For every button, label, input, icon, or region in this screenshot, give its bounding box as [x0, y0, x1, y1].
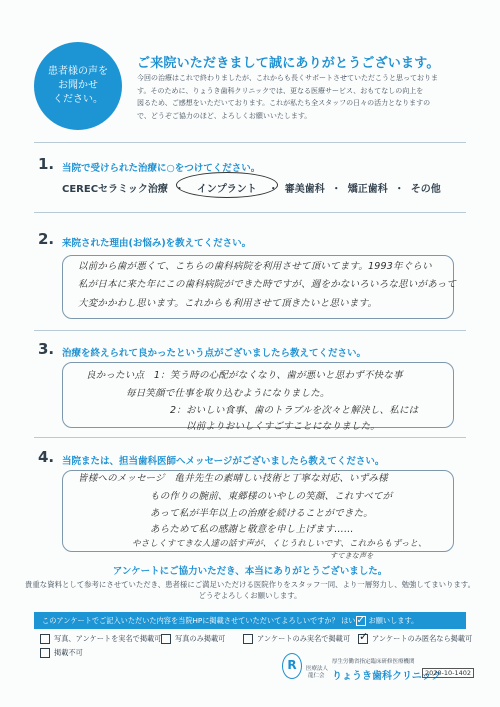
consent-yes-suffix: お願いします。 [368, 616, 419, 625]
checkbox[interactable] [40, 634, 50, 644]
q2-number: 2. [38, 230, 55, 248]
q3-answer-line: 良かったい点 1：笑う時の心配がなくなり、歯が悪いと思わず不快な事 [86, 370, 403, 381]
consent-yes: はい [341, 616, 356, 625]
q2-question: 来院された理由(お悩み)を教えてください。 [62, 238, 252, 249]
corp-label: 医療法人 [306, 666, 329, 672]
badge-line-1: 患者様の声を [48, 66, 108, 77]
divider [34, 330, 466, 331]
q4-answer-line: すてきな声を [330, 552, 374, 560]
intro-text [137, 72, 467, 122]
q3-question: 治療を終えられて良かったという点がございましたら教えてください。 [62, 348, 367, 359]
q3-answer-line: 以前よりおいしくすごすことになりました。 [186, 421, 381, 432]
q1-number: 1. [38, 155, 55, 173]
option-label: 掲載不可 [54, 648, 83, 657]
divider [34, 437, 466, 438]
q4-number: 4. [38, 448, 55, 466]
clinic-name: りょうき歯科クリニック [332, 671, 442, 682]
option-label: アンケートのみ匿名なら掲載可 [372, 634, 473, 643]
q4-answer-line: やさしくすてきな人達の話す声が、くじうれしいです、これからもずっと、 [132, 539, 427, 549]
option-implant[interactable]: インプラント [196, 184, 257, 195]
option-separator: ・ [268, 184, 279, 195]
q3-answer-line: 毎日笑顔で仕事を取り込むようになりました。 [126, 388, 330, 399]
registry-text: 厚生労働省指定臨床研修医療機関 [332, 659, 415, 665]
document-code: 2020-10-1402 [422, 668, 474, 678]
consent-question: このアンケートでご記入いただいた内容を当院HPに掲載させていただいてよろしいですか？ [42, 616, 339, 625]
consent-option-photo-only[interactable] [161, 634, 225, 644]
q4-answer-line: 皆様へのメッセージ 亀井先生の素晴しい技術と丁寧な対応、いずみ様 [78, 473, 388, 484]
q2-answer-line: 大変かかわし思います。これからも利用させて頂きたいと思います。 [78, 298, 378, 309]
checkbox[interactable] [161, 634, 171, 644]
checkbox[interactable] [243, 634, 253, 644]
checkbox-checked[interactable] [358, 634, 368, 644]
checkmark-icon [356, 616, 366, 626]
q3-answer-line: 2：おいしい食事、歯のトラブルを次々と解決し、私には [170, 405, 419, 416]
clinic-logo: R [282, 653, 302, 679]
divider [34, 142, 466, 143]
option-orthodontic[interactable]: 矯正歯科 [347, 184, 388, 195]
option-separator: ・ [174, 184, 185, 195]
consent-option-survey-anonymous[interactable] [358, 634, 472, 644]
q2-answer-line: 私が日本に来た年にこの歯科病院ができた時ですが、週をかないろいろな思いがあって [78, 279, 457, 290]
thanks-text [0, 579, 500, 601]
q4-answer-line: あらためて私の感謝と敬意を申し上げます…… [150, 524, 354, 535]
option-separator: ・ [394, 184, 405, 195]
thanks-line: 貴重な資料として参考にさせていただき、患者様にご満足いただける医院作りをスタッフ一同、より一層努力し、勉強してまいります。 [25, 580, 475, 589]
q3-number: 3. [38, 340, 55, 358]
badge-line-3: ください。 [53, 94, 103, 105]
intro-title: ご来院いただきまして誠にありがとうございます。 [137, 56, 440, 71]
intro-line: す。そのために、りょうき歯科クリニックでは、更なる医療サービス、おもてなしの向上を [137, 86, 424, 95]
option-label: 写真のみ掲載可 [175, 634, 226, 643]
consent-option-not-allowed[interactable] [40, 648, 83, 658]
corp-name: 龍仁会 [308, 673, 325, 679]
option-label: 写真、アンケートを実名で掲載可 [54, 634, 162, 643]
thanks-title: アンケートにご協力いただき、本当にありがとうございました。 [112, 566, 388, 577]
intro-line: 図るため、ご感想をいただいております。これが私たち全スタッフの日々の活力となりますの [137, 99, 431, 107]
q2-answer-line: 以前から歯が悪くて、こちらの歯科病院を利用させて頂いてます。1993年ぐらい [78, 261, 432, 272]
option-aesthetic[interactable]: 審美歯科 [284, 184, 325, 195]
divider [34, 212, 466, 213]
thanks-line: どうぞよろしくお願いします。 [198, 591, 302, 600]
intro-line: で、どうぞご協力のほど、よろしくお願いいたします。 [137, 111, 312, 120]
implant-circle-mark [176, 172, 278, 198]
option-cerec[interactable]: CERECセラミック治療 [62, 184, 168, 195]
consent-question-bar [34, 612, 466, 629]
option-separator: ・ [331, 184, 342, 195]
consent-option-survey-name[interactable] [243, 634, 350, 644]
consent-option-photo-name[interactable] [40, 634, 161, 644]
intro-line: 今回の治療はこれで終わりましたが、これからも長くサポートさせていただこうと思っておりま [137, 74, 438, 82]
intro-badge [34, 42, 122, 130]
option-label: アンケートのみ実名で掲載可 [257, 634, 351, 643]
q4-answer-line: あって私が半年以上の治療を続けることができた。 [150, 508, 374, 519]
q1-question: 当院で受けられた治療に○をつけてください。 [62, 163, 261, 174]
q4-question: 当院または、担当歯科医師へメッセージがございましたら教えてください。 [62, 456, 385, 467]
badge-line-2: お聞かせ [58, 80, 98, 91]
option-other[interactable]: その他 [410, 184, 441, 195]
q4-answer-line: もの作りの腕前、東郷様のいやしの笑顔、これすべてが [150, 491, 393, 502]
checkbox[interactable] [40, 648, 50, 658]
